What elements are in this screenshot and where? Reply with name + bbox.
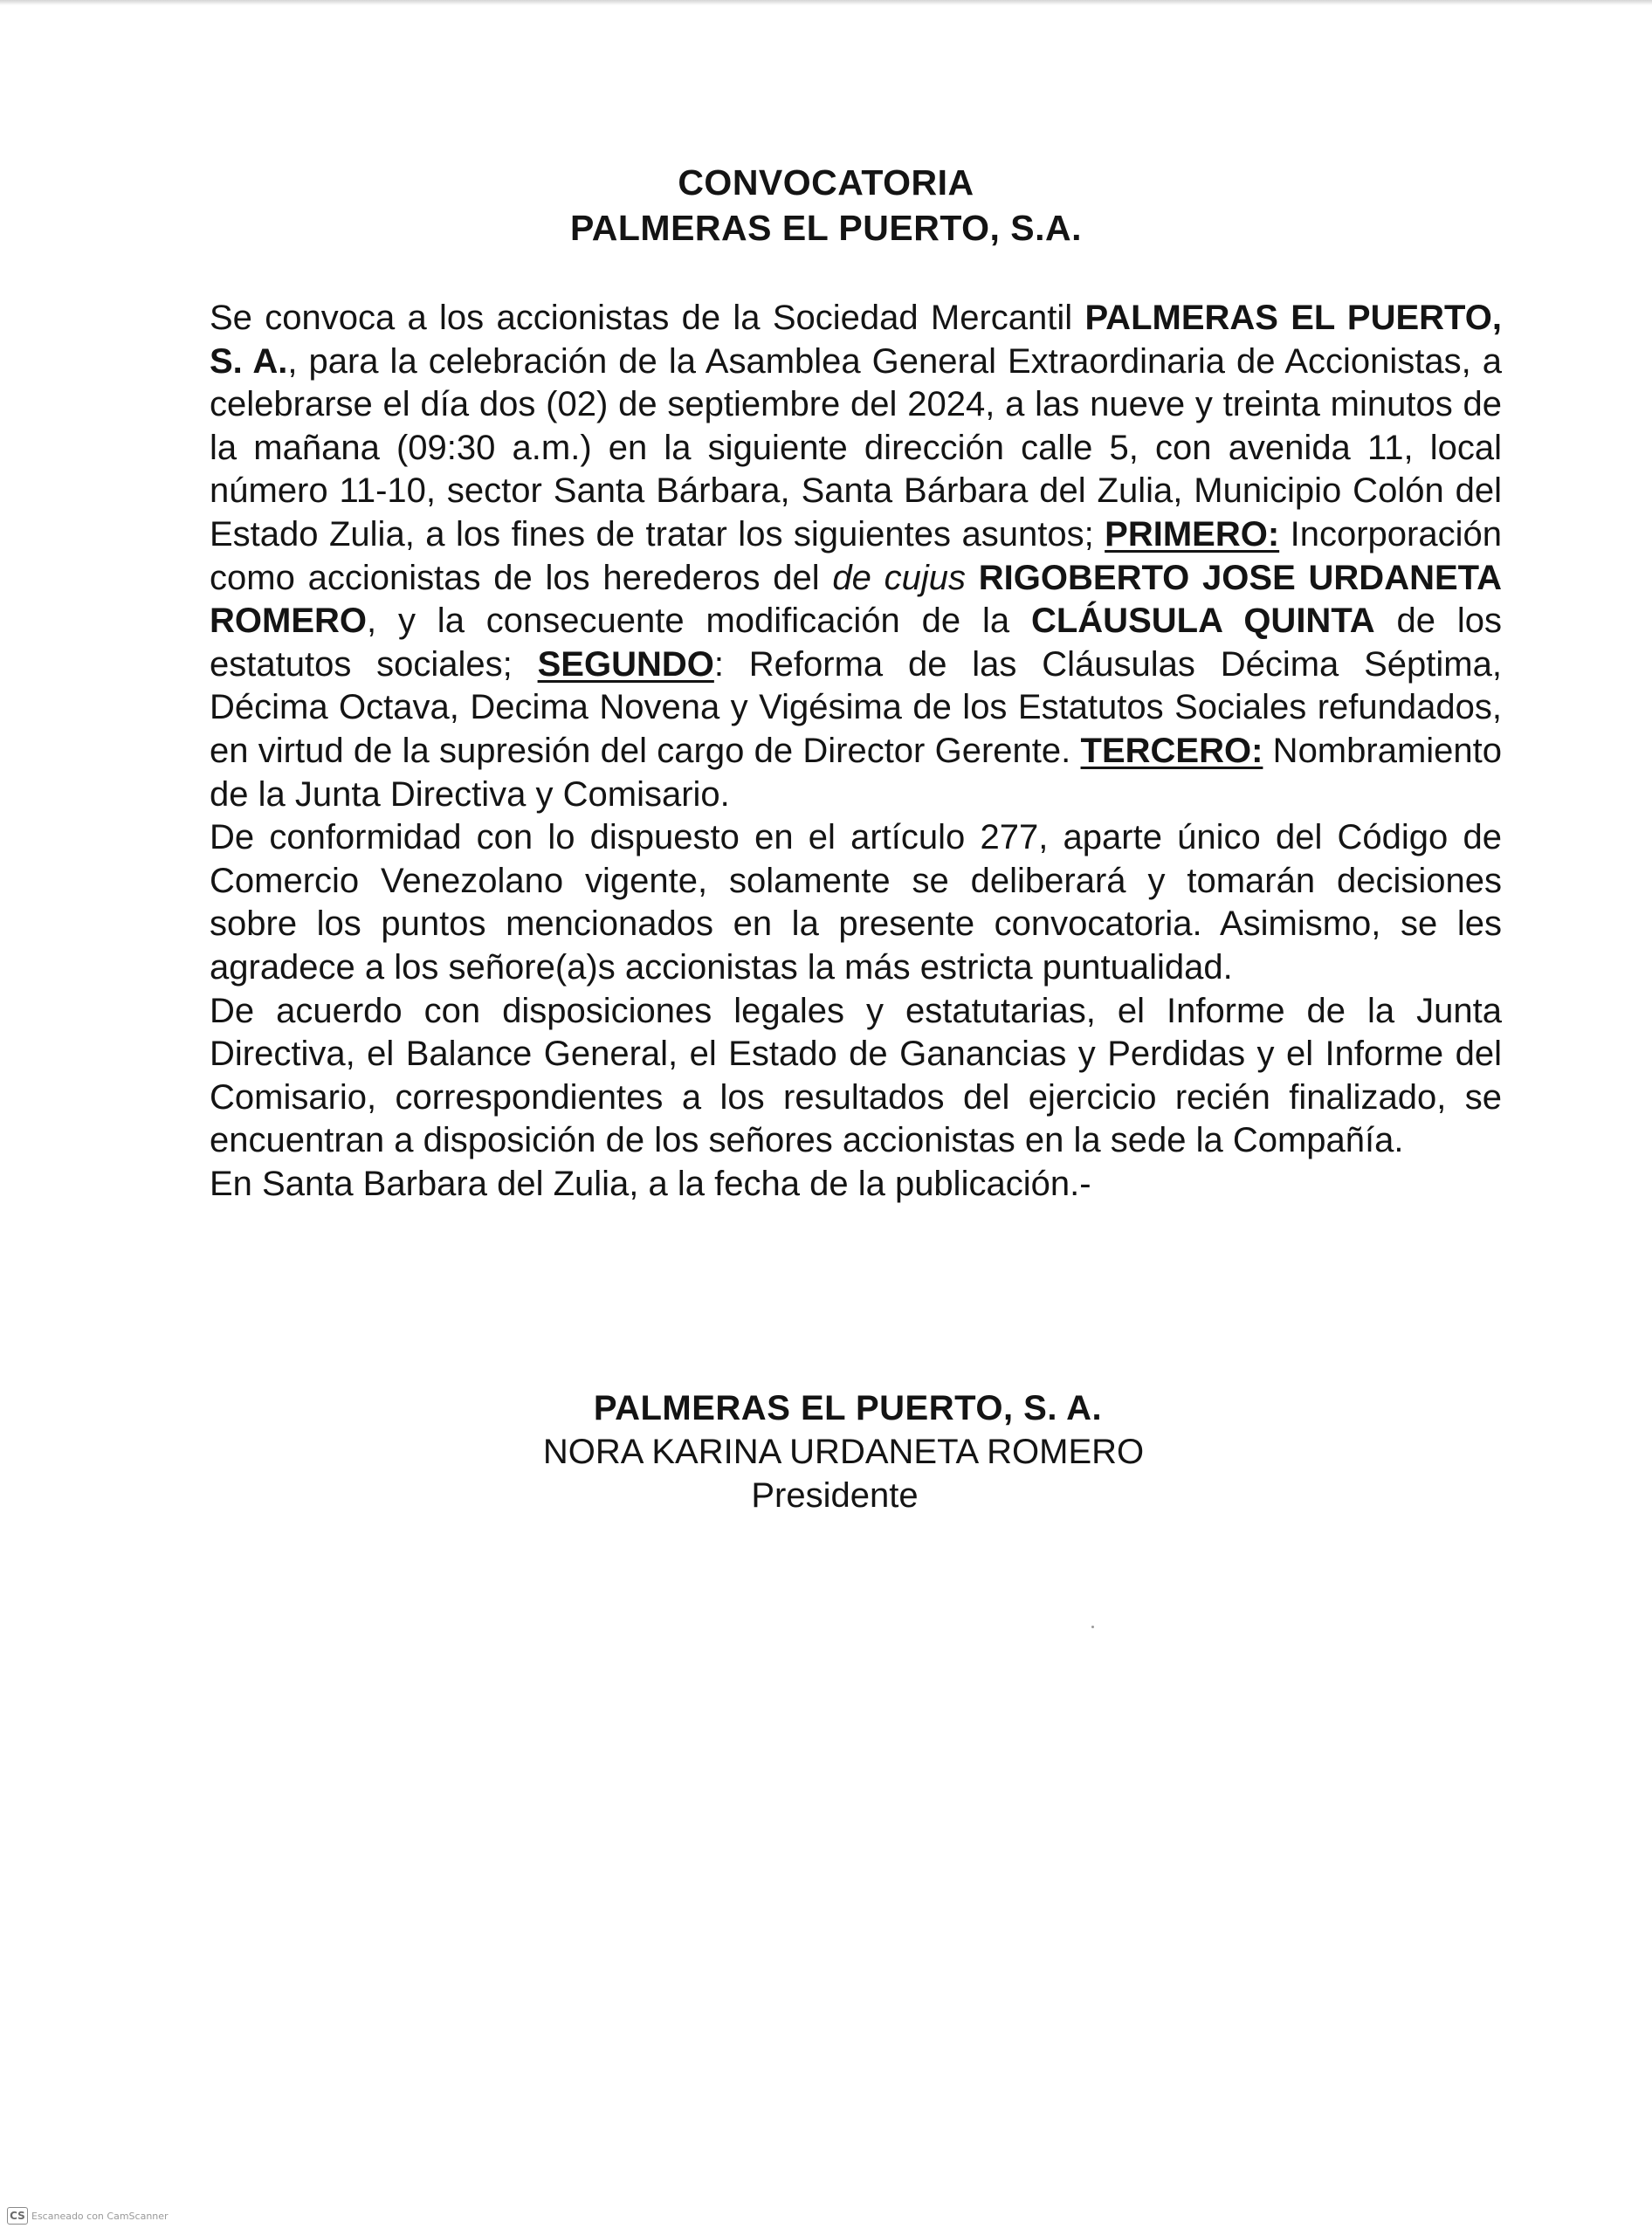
paragraph-text: , y la consecuente modificación de la <box>367 602 1031 641</box>
document-title: CONVOCATORIA <box>678 162 974 203</box>
heir-name: RIGOBERTO JOSE URDANETA ROMERO <box>210 558 1502 641</box>
paragraph-text: , para la celebración de la Asamblea General Extraordinaria de Accionistas, a celebrarse el día dos (02) de septiembre del 2024, a las nueve y treinta minutos de la mañana (09:30 a.m.) en la siguiente dirección calle 5, con avenida 11, local número 11-10, sector Santa Bárbara, Santa Bárbara del Zulia, Municipio Colón del Estado Zulia, a los fines de tratar los siguientes asuntos; <box>210 341 1503 554</box>
signatory-name: NORA KARINA URDANETA ROMERO <box>542 1433 1145 1471</box>
scan-speck <box>1091 1626 1094 1628</box>
paragraph-text: de los estatutos sociales; <box>210 602 1502 684</box>
paragraph-text: Se convoca a los accionistas de la Sociedad Mercantil <box>210 299 1085 337</box>
agenda-item-label-primero: PRIMERO: <box>1105 514 1280 554</box>
paragraph-documents-available: De acuerdo con disposiciones legales y estatutarias, el Informe de la Junta Directiva, el Balance General, el Estado de Ganancias y Perdidas y el Informe del Comisario, correspondientes a los resultados del ejercicio recién finalizado, se encuentran a disposición de los señores accionistas en la sede la Compañía. <box>210 991 1502 1160</box>
signature-block <box>0 1386 1652 1517</box>
paragraph-text: : Reforma de las Cláusulas Décima Séptima, Décima Octava, Decima Novena y Vigésima de los Estatutos Sociales refundados, en virtud de la supresión del cargo de Director Gerente. <box>210 644 1502 770</box>
paragraph-place-date: En Santa Barbara del Zulia, a la fecha de la publicación.- <box>210 1164 1091 1203</box>
signature-company: PALMERAS EL PUERTO, S. A. <box>593 1389 1103 1427</box>
scan-edge-shadow <box>0 0 1652 5</box>
paragraph-text <box>966 559 979 597</box>
camscanner-logo-icon: CS <box>7 2207 28 2225</box>
paragraph-text: Nombramiento de la Junta Directiva y Comisario. <box>210 731 1503 814</box>
company-name-inline: PALMERAS EL PUERTO, S. A. <box>210 299 1502 381</box>
scanner-watermark <box>7 2207 169 2225</box>
paragraph-text: Incorporación como accionistas de los herederos del <box>210 514 1502 597</box>
paragraph-legal-basis: De conformidad con lo dispuesto en el artículo 277, aparte único del Código de Comercio Venezolano vigente, solamente se deliberará y tomarán decisiones sobre los puntos mencionados en la presente convocatoria. Asimismo, se les agradece a los señore(a)s accionistas la más estricta puntualidad. <box>210 818 1502 987</box>
watermark-text: Escaneado con CamScanner <box>31 2210 169 2222</box>
signatory-role: Presidente <box>751 1476 919 1515</box>
agenda-item-label-tercero: TERCERO: <box>1080 731 1263 770</box>
latin-term: de cujus <box>832 558 967 597</box>
agenda-item-label-segundo: SEGUNDO <box>537 644 714 684</box>
company-heading: PALMERAS EL PUERTO, S.A. <box>569 208 1083 248</box>
paragraph-convocation <box>210 297 1502 816</box>
clause-reference: CLÁUSULA QUINTA <box>1030 602 1375 641</box>
document-body <box>210 297 1502 1206</box>
